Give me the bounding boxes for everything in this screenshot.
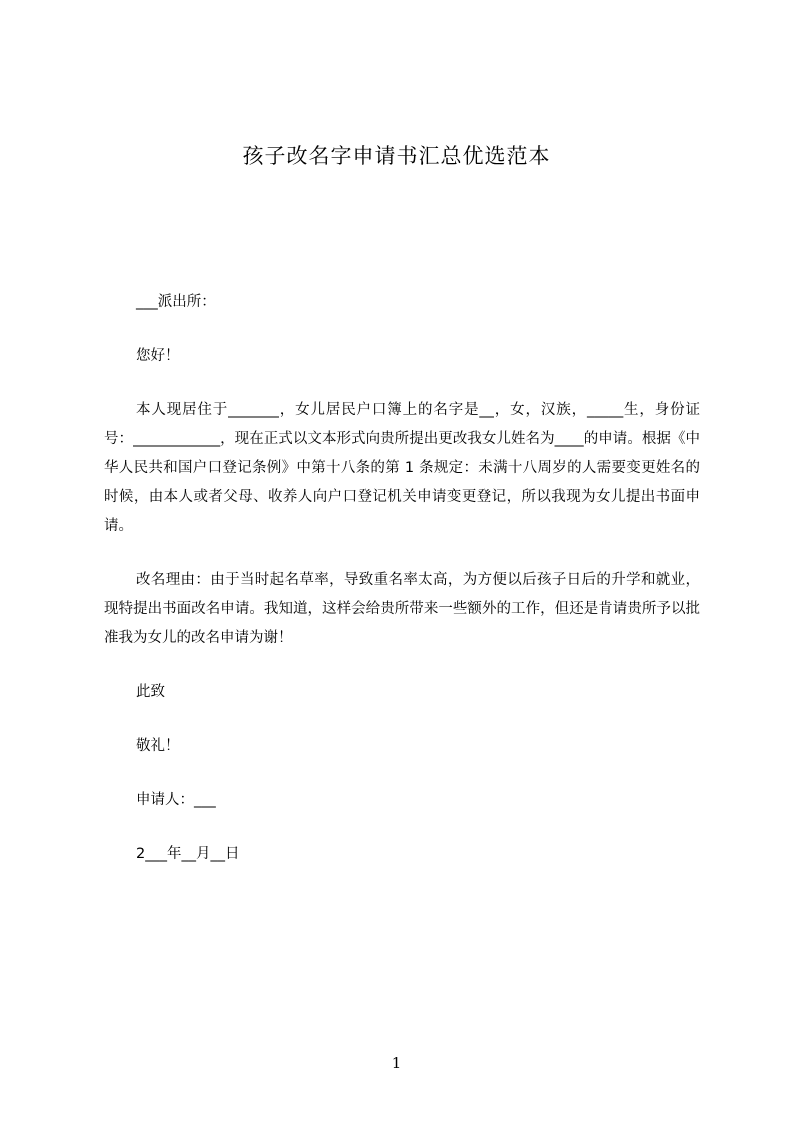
body-paragraph-reason: 改名理由：由于当时起名草率，导致重名率太高，为方便以后孩子日后的升学和就业，现特提出书面改名申请。我知道，这样会给贵所带来一些额外的工作，但还是肯请贵所予以批准我为女儿的改名申请为谢！ [104, 572, 700, 646]
date-line: 2___年__月__日 [136, 846, 240, 862]
page-number: 1 [391, 1054, 402, 1072]
closing-jingli: 敬礼！ [136, 738, 180, 754]
closing-cizhi: 此致 [136, 684, 165, 700]
applicant-line: 申请人：___ [136, 792, 216, 808]
document-body [104, 288, 700, 869]
document-title: 孩子改名字申请书汇总优选范本 [242, 144, 551, 168]
greeting: 您好！ [136, 348, 180, 364]
body-paragraph-application: 本人现居住于_______，女儿居民户口簿上的名字是__，女，汉族，_____生，身份证号：____________，现在正式以文本形式向贵所提出更改我女儿姓名为____的申请。根据《中华人民共和国户口登记条例》中第十八条的第 1 条规定：未满十八周岁的人需要变更姓名的时候，由本人或者父母、收养人向户口登记机关申请变更登记，所以我现为女儿提出书面申请。 [104, 402, 700, 534]
salutation-recipient: ___派出所： [136, 294, 216, 310]
